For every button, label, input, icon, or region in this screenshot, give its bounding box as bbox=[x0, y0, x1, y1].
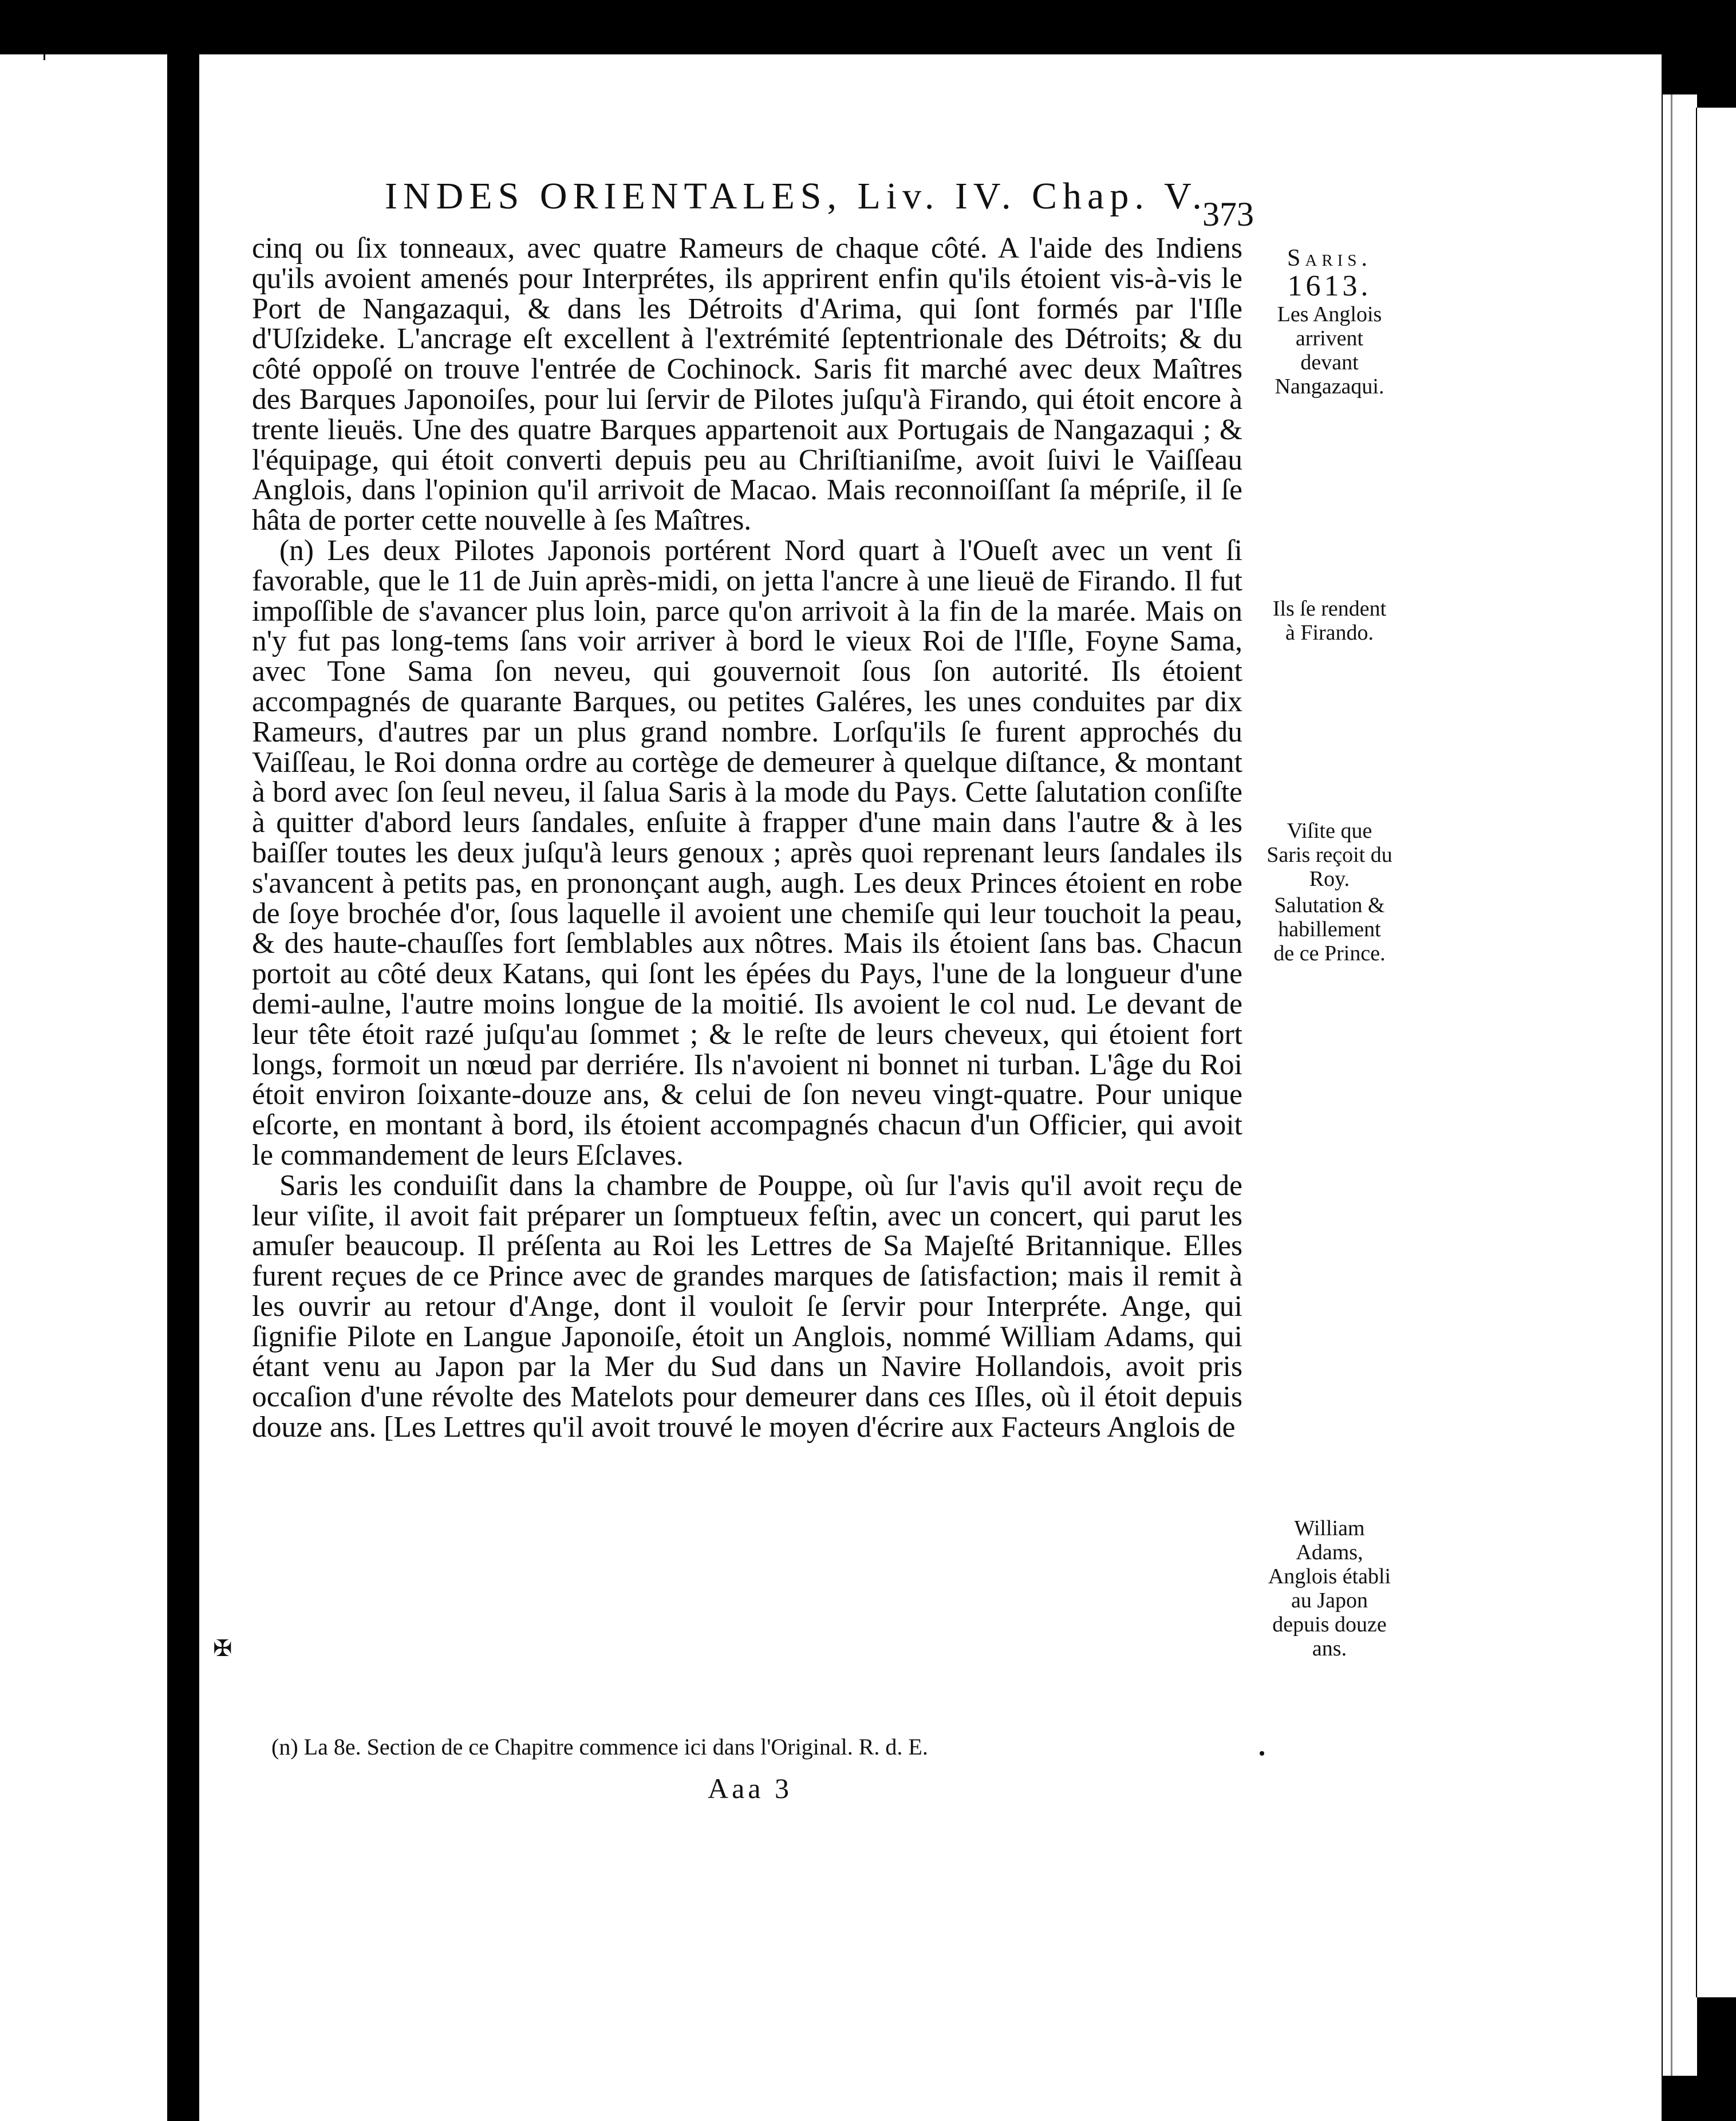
margin-note-firando: Ils ſe rendent à Firando. bbox=[1272, 597, 1387, 645]
footnote: (n) La 8e. Section de ce Chapitre commence ici dans l'Original. R. d. E. bbox=[271, 1734, 928, 1760]
book-gutter bbox=[167, 54, 199, 2121]
paragraph-1: cinq ou ſix tonneaux, avec quatre Rameurs de chaque côté. A l'aide des Indiens qu'ils avoient amenés pour Interprétes, ils apprirent enfin qu'ils étoient vis-à-vis le Port de Nangazaqui, & dans les Détroits d'Arima, qui ſont formés par l'Iſle d'Uſzideke. L'ancrage eſt excellent à l'extrémité ſeptentrionale des Détroits; & du côté oppoſé on trouve l'entrée de Cochinock. Saris fit marché avec deux Maîtres des Barques Japonoiſes, pour lui ſervir de Pilotes juſqu'à Firando, qui étoit encore à trente lieuës. Une des quatre Barques appartenoit aux Portugais de Nangazaqui ; & l'équipage, qui étoit converti depuis peu au Chriſtianiſme, avoit ſuivi le Vaiſſeau Anglois, dans l'opinion qu'il arrivoit de Macao. Mais reconnoiſſant ſa mépriſe, il ſe hâta de porter cette nouvelle à ſes Maîtres. bbox=[252, 232, 1242, 537]
right-page-edge bbox=[1662, 94, 1697, 2076]
margin-note-salutation: Salutation & habillement de ce Prince. bbox=[1273, 893, 1386, 965]
left-page-mark bbox=[44, 54, 45, 60]
margin-note-arrival: Les Anglois arrivent devant Nangazaqui. bbox=[1275, 302, 1384, 399]
right-page-edge-outer bbox=[1696, 108, 1736, 1997]
cross-icon: ✠ bbox=[213, 1635, 232, 1661]
running-title: INDES ORIENTALES, Liv. IV. Chap. V. bbox=[385, 175, 1208, 217]
paragraph-2: (n) Les deux Pilotes Japonois portérent Nord quart à l'Oueſt avec un vent ſi favorable, que le 11 de Juin après-midi, on jetta l'ancre à une lieuë de Firando. Il fut impoſſible de s'avancer plus loin, parce qu'on arrivoit à la fin de la marée. Mais on n'y fut pas long-tems ſans voir arriver à bord le vieux Roi de l'Iſle, Foyne Sama, avec Tone Sama ſon neveu, qui gouvernoit ſous ſon autorité. Ils étoient accompagnés de quarante Barques, ou petites Galéres, les unes conduites par dix Rameurs, d'autres par un plus grand nombre. Lorſqu'ils ſe furent approchés du Vaiſſeau, le Roi donna ordre au cortège de demeurer à quelque diſtance, & montant à bord avec ſon ſeul neveu, il ſalua Saris à la mode du Pays. Cette ſalutation conſiſte à quitter d'abord leurs ſandales, enſuite à frapper d'une main dans l'autre & à les baiſſer toutes les deux juſqu'à leurs genoux ; après quoi reprenant leurs ſandales ils s'avancent à petits pas, en prononçant augh, augh. Les deux Princes étoient en robe de ſoye brochée d'or, ſous laquelle il avoient une chemiſe qui leur touchoit la peau, & des haute-chauſſes fort ſemblables aux nôtres. Mais ils étoient ſans bas. Chacun portoit au côté deux Katans, qui ſont les épées du Pays, l'une de la longueur d'une demi-aulne, l'autre moins longue de la moitié. Ils avoient le col nud. Le devant de leur tête étoit razé juſqu'au ſommet ; & le reſte de leurs cheveux, qui étoient fort longs, formoit un nœud par derriére. Ils n'avoient ni bonnet ni turban. L'âge du Roi étoit environ ſoixante-douze ans, & celui de ſon neveu vingt-quatre. Pour unique eſcorte, en montant à bord, ils étoient accompagnés chacun d'un Officier, qui avoit le commandement de leurs Eſclaves. bbox=[252, 534, 1242, 1172]
margin-year: 1613. bbox=[1287, 270, 1372, 302]
main-text-block bbox=[252, 234, 1242, 1443]
margin-note-visit: Viſite que Saris reçoit du Roy. bbox=[1267, 819, 1392, 891]
margin-saris-label: Saris. bbox=[1287, 245, 1372, 271]
page-number: 373 bbox=[1202, 195, 1254, 233]
paragraph-3: Saris les conduiſit dans la chambre de Pouppe, où ſur l'avis qu'il avoit reçu de leur viſite, il avoit fait préparer un ſomptueux feſtin, avec un concert, qui parut les amuſer beaucoup. Il préſenta au Roi les Lettres de Sa Majeſté Britannique. Elles furent reçues de ce Prince avec de grandes marques de ſatisfaction; mais il remit à les ouvrir au retour d'Ange, dont il vouloit ſe ſervir pour Interpréte. Ange, qui ſignifie Pilote en Langue Japonoiſe, étoit un Anglois, nommé William Adams, qui étant venu au Japon par la Mer du Sud dans un Navire Hollandois, avoit pris occaſion d'une révolte des Matelots pour demeurer dans ces Iſles, où il étoit depuis douze ans. [Les Lettres qu'il avoit trouvé le moyen d'écrire aux Facteurs Anglois de bbox=[252, 1169, 1242, 1444]
ink-dot bbox=[1260, 1751, 1264, 1756]
left-page-edge bbox=[0, 54, 167, 2121]
margin-note-adams: William Adams, Anglois établi au Japon depuis douze ans. bbox=[1268, 1516, 1391, 1661]
margin-note-saris bbox=[1267, 246, 1392, 399]
signature-mark: Aaa 3 bbox=[708, 1772, 792, 1804]
page-fold-line bbox=[1671, 94, 1672, 2076]
